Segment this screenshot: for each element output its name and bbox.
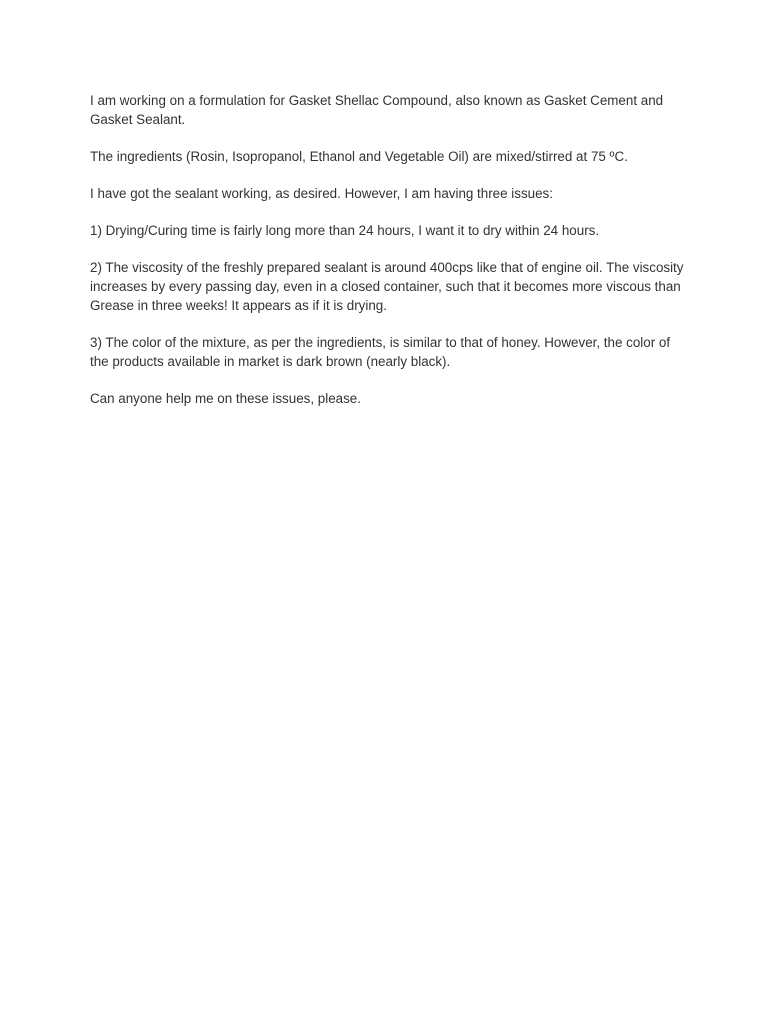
document-body — [90, 91, 690, 426]
paragraph-issue-2: 2) The viscosity of the freshly prepared sealant is around 400cps like that of engine oil. The viscosity increases by every passing day, even in a closed container, such that it becomes more viscous than Grease in three weeks! It appears as if it is drying. — [90, 260, 684, 313]
paragraph-issue-3: 3) The color of the mixture, as per the ingredients, is similar to that of honey. However, the color of the products available in market is dark brown (nearly black). — [90, 335, 671, 369]
paragraph-issues-intro: I have got the sealant working, as desired. However, I am having three issues: — [90, 186, 553, 201]
paragraph-closing: Can anyone help me on these issues, please. — [90, 391, 361, 406]
paragraph-intro: I am working on a formulation for Gasket Shellac Compound, also known as Gasket Cement and Gasket Sealant. — [90, 93, 664, 127]
paragraph-ingredients: The ingredients (Rosin, Isopropanol, Ethanol and Vegetable Oil) are mixed/stirred at 75 ºC. — [90, 149, 628, 164]
paragraph-issue-1: 1) Drying/Curing time is fairly long more than 24 hours, I want it to dry within 24 hours. — [90, 223, 600, 238]
